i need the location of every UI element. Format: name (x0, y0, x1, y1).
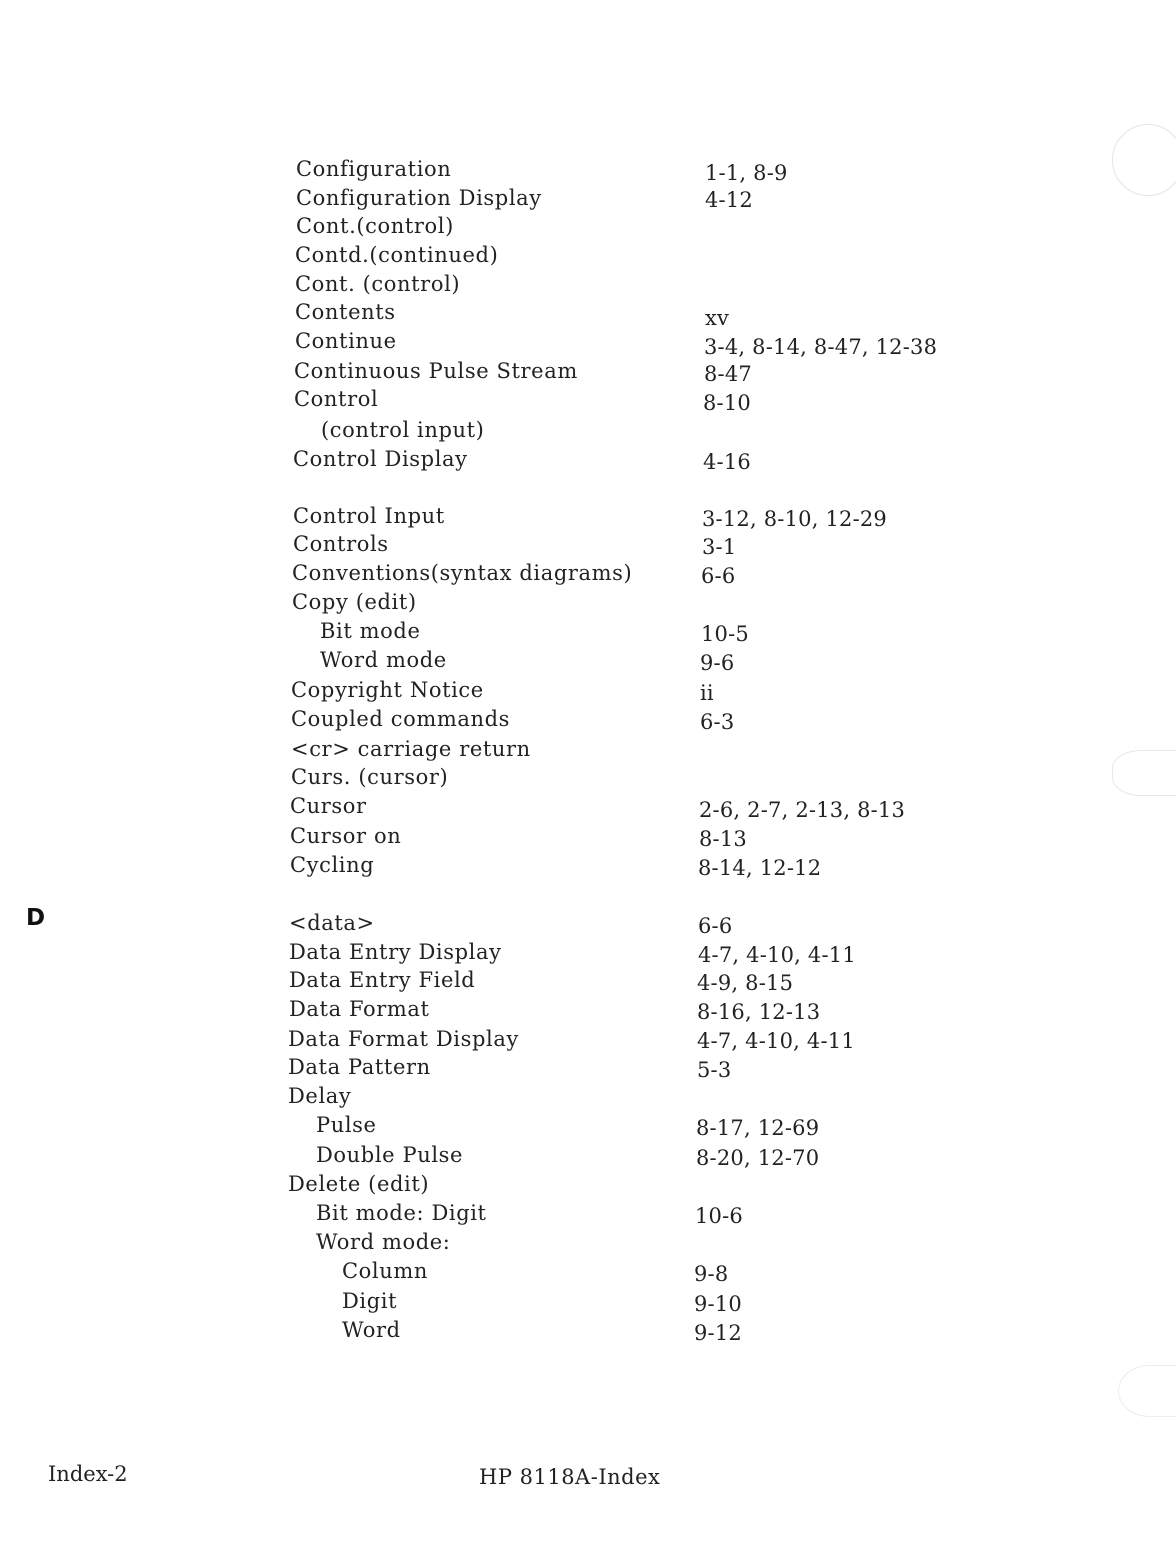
entry-pages: 4-7, 4-10, 4-11 (697, 1029, 855, 1053)
entry-pages: 9-8 (694, 1262, 729, 1286)
entry-term: Configuration Display (296, 186, 542, 210)
entry-term: Curs. (cursor) (291, 765, 449, 789)
entry-pages: 8-13 (699, 827, 747, 851)
index-entry (0, 504, 1176, 534)
index-entry (0, 590, 1176, 620)
index-entry (0, 1318, 1176, 1348)
entry-pages: 3-1 (702, 535, 737, 559)
entry-term: Controls (293, 532, 389, 556)
entry-pages: 8-16, 12-13 (697, 1000, 821, 1024)
entry-pages: 3-12, 8-10, 12-29 (702, 507, 887, 531)
entry-term: Data Pattern (288, 1055, 431, 1079)
page-number: Index-2 (48, 1462, 128, 1486)
entry-pages: 10-6 (695, 1204, 743, 1228)
entry-pages: 6-6 (698, 914, 733, 938)
entry-term: Continue (295, 329, 397, 353)
entry-pages: 9-6 (700, 651, 735, 675)
index-entry (0, 940, 1176, 970)
index-entry (0, 272, 1176, 302)
entry-pages: 3-4, 8-14, 8-47, 12-38 (704, 335, 938, 359)
entry-pages: 4-9, 8-15 (697, 971, 794, 995)
entry-term: (control input) (321, 418, 485, 442)
binder-hole-mark (1112, 124, 1176, 196)
entry-pages: ii (700, 681, 714, 705)
entry-term: Delay (288, 1084, 352, 1108)
entry-term: Data Entry Display (289, 940, 502, 964)
index-entry (0, 765, 1176, 795)
index-entry (0, 794, 1176, 824)
index-entry (0, 1027, 1176, 1057)
index-entry (0, 1230, 1176, 1260)
manual-title: HP 8118A-Index (479, 1465, 661, 1489)
entry-term: Digit (342, 1289, 398, 1313)
entry-term: Configuration (296, 157, 452, 181)
entry-term: Data Format Display (288, 1027, 519, 1051)
index-entry (0, 359, 1176, 389)
entry-pages: 8-10 (703, 391, 751, 415)
entry-term: Control Input (293, 504, 445, 528)
entry-term: Cycling (290, 853, 375, 877)
entry-pages: 8-14, 12-12 (698, 856, 822, 880)
entry-pages: 9-12 (694, 1321, 742, 1345)
entry-term: Word (342, 1318, 401, 1342)
index-entry (0, 678, 1176, 708)
entry-term: Delete (edit) (288, 1172, 430, 1196)
index-entry (0, 968, 1176, 998)
index-entry (0, 329, 1176, 359)
entry-pages: 4-16 (703, 450, 751, 474)
index-entry (0, 532, 1176, 562)
entry-term: <data> (289, 911, 375, 935)
entry-pages: 4-7, 4-10, 4-11 (698, 943, 856, 967)
index-entry (0, 1143, 1176, 1173)
entry-term: Data Format (289, 997, 430, 1021)
entry-pages: 5-3 (697, 1058, 732, 1082)
index-entry (0, 387, 1176, 417)
binder-hole-mark (1112, 750, 1176, 796)
entry-term: Contd.(continued) (295, 243, 499, 267)
entry-term: Bit mode: Digit (316, 1201, 487, 1225)
index-entry (0, 1201, 1176, 1231)
index-entry (0, 824, 1176, 854)
entry-term: Conventions(syntax diagrams) (292, 561, 633, 585)
index-entry (0, 561, 1176, 591)
index-entry (0, 707, 1176, 737)
entry-term: Column (342, 1259, 428, 1283)
entry-term: Cont.(control) (296, 214, 454, 238)
entry-term: <cr> carriage return (291, 737, 531, 761)
index-entry (0, 997, 1176, 1027)
entry-pages: 6-3 (700, 710, 735, 734)
entry-term: Continuous Pulse Stream (294, 359, 578, 383)
index-entry (0, 418, 1176, 448)
entry-term: Pulse (316, 1113, 377, 1137)
binder-hole-mark (1118, 1365, 1176, 1417)
entry-term: Coupled commands (291, 707, 511, 731)
entry-term: Contents (295, 300, 396, 324)
index-entry (0, 214, 1176, 244)
index-entry (0, 447, 1176, 477)
index-entry (0, 648, 1176, 678)
entry-term: Bit mode (320, 619, 421, 643)
entry-term: Cont. (control) (295, 272, 461, 296)
section-letter: D (26, 905, 46, 931)
entry-term: Word mode: (316, 1230, 451, 1254)
entry-pages: 10-5 (701, 622, 749, 646)
index-entry (0, 1172, 1176, 1202)
index-entry (0, 243, 1176, 273)
entry-term: Cursor on (290, 824, 402, 848)
index-entry (0, 1113, 1176, 1143)
entry-pages: 1-1, 8-9 (705, 161, 788, 185)
entry-pages: 2-6, 2-7, 2-13, 8-13 (699, 798, 906, 822)
entry-term: Double Pulse (316, 1143, 464, 1167)
entry-term: Word mode (320, 648, 447, 672)
entry-pages: 6-6 (701, 564, 736, 588)
entry-term: Control Display (293, 447, 468, 471)
index-entry (0, 853, 1176, 883)
entry-pages: 8-47 (704, 362, 752, 386)
entry-pages: 4-12 (705, 188, 753, 212)
index-entry (0, 186, 1176, 216)
entry-term: Data Entry Field (289, 968, 476, 992)
entry-term: Cursor (290, 794, 367, 818)
index-entry (0, 1289, 1176, 1319)
entry-term: Control (294, 387, 379, 411)
index-entry (0, 619, 1176, 649)
entry-pages: xv (705, 306, 730, 330)
index-entry (0, 1055, 1176, 1085)
entry-pages: 8-17, 12-69 (696, 1116, 820, 1140)
entry-pages: 9-10 (694, 1292, 742, 1316)
index-entry (0, 1259, 1176, 1289)
index-entry (0, 737, 1176, 767)
entry-pages: 8-20, 12-70 (696, 1146, 820, 1170)
entry-term: Copy (edit) (292, 590, 417, 614)
index-entry (0, 911, 1176, 941)
index-entry (0, 300, 1176, 330)
entry-term: Copyright Notice (291, 678, 484, 702)
index-entry (0, 157, 1176, 187)
index-entry (0, 1084, 1176, 1114)
